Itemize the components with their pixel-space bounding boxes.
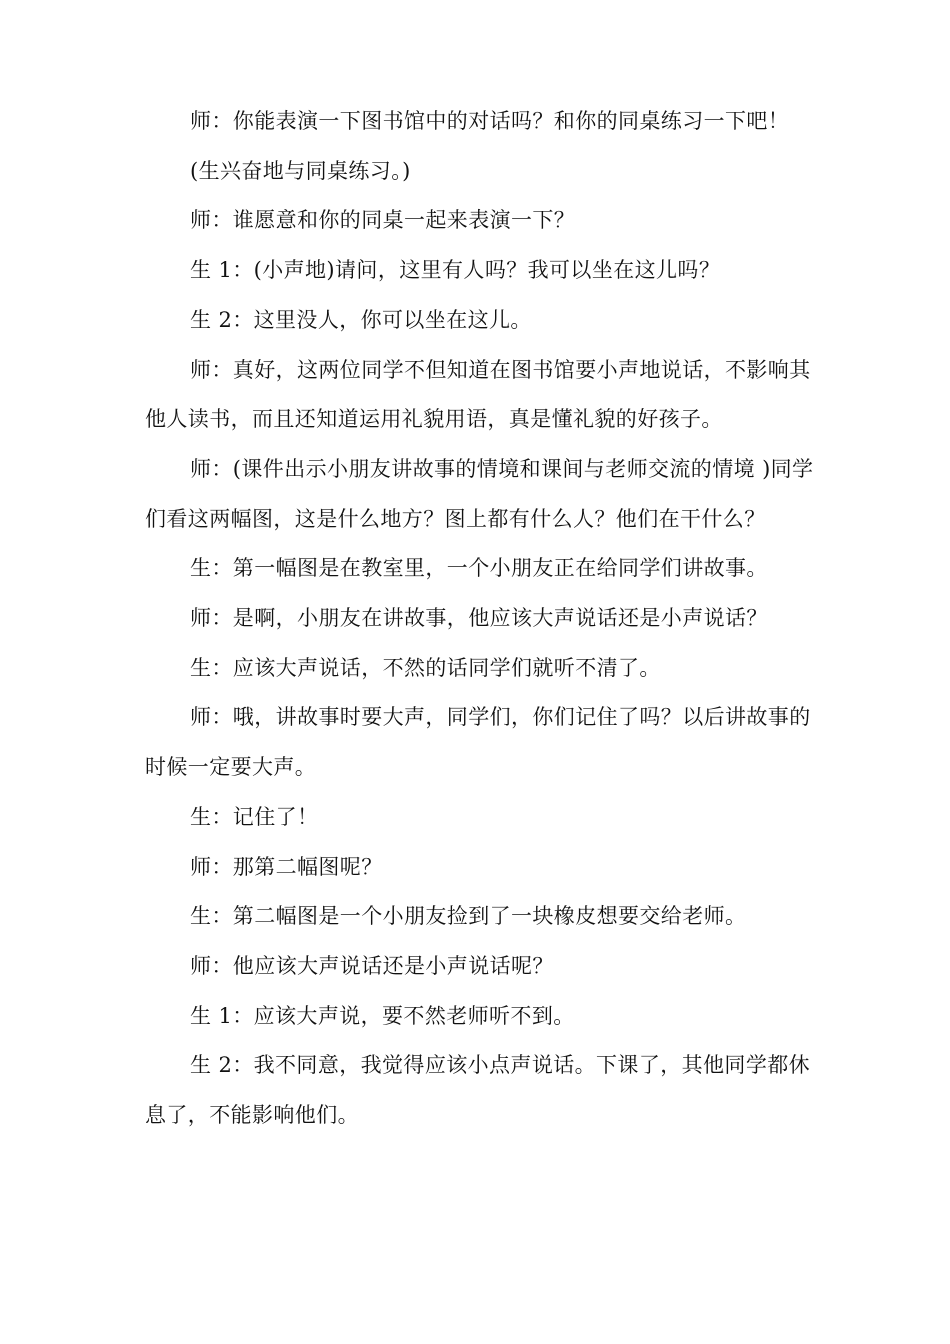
- paragraph: (生兴奋地与同桌练习。): [190, 158, 411, 183]
- paragraph: 师：谁愿意和你的同桌一起来表演一下？: [190, 208, 576, 233]
- paragraph: 生 1：应该大声说，要不然老师听不到。: [190, 1003, 575, 1028]
- paragraph: 师：哦，讲故事时要大声，同学们，你们记住了吗？以后讲故事的时候一定要大声。: [145, 705, 811, 780]
- paragraph: 生 2：这里没人，你可以坐在这儿。: [190, 307, 532, 332]
- paragraph: 生：第二幅图是一个小朋友捡到了一块橡皮想要交给老师。: [190, 904, 747, 929]
- paragraph: 生：第一幅图是在教室里，一个小朋友正在给同学们讲故事。: [190, 556, 768, 581]
- paragraph: 师：你能表演一下图书馆中的对话吗？和你的同桌练习一下吧！: [190, 109, 790, 133]
- paragraph: 师：他应该大声说话还是小声说话呢？: [190, 953, 554, 978]
- paragraph: 生：记住了！: [190, 804, 319, 829]
- paragraph: 师：真好，这两位同学不但知道在图书馆要小声地说话，不影响其他人读书，而且还知道运用礼貌用语，真是懂礼貌的好孩子。: [145, 357, 811, 432]
- paragraph: 师：是啊，小朋友在讲故事，他应该大声说话还是小声说话？: [190, 606, 768, 631]
- document-body: [145, 97, 821, 1141]
- paragraph: 生：应该大声说话，不然的话同学们就听不清了。: [190, 655, 661, 680]
- paragraph: 师：(课件出示小朋友讲故事的情境和课间与老师交流的情境 )同学们看这两幅图，这是什么地方？图上都有什么人？他们在干什么？: [145, 456, 814, 531]
- paragraph: 生 2：我不同意，我觉得应该小点声说话。下课了，其他同学都休息了，不能影响他们。: [145, 1053, 811, 1128]
- paragraph: 师：那第二幅图呢？: [190, 854, 383, 879]
- paragraph: 生 1：(小声地)请问，这里有人吗？我可以坐在这儿吗？: [190, 258, 721, 283]
